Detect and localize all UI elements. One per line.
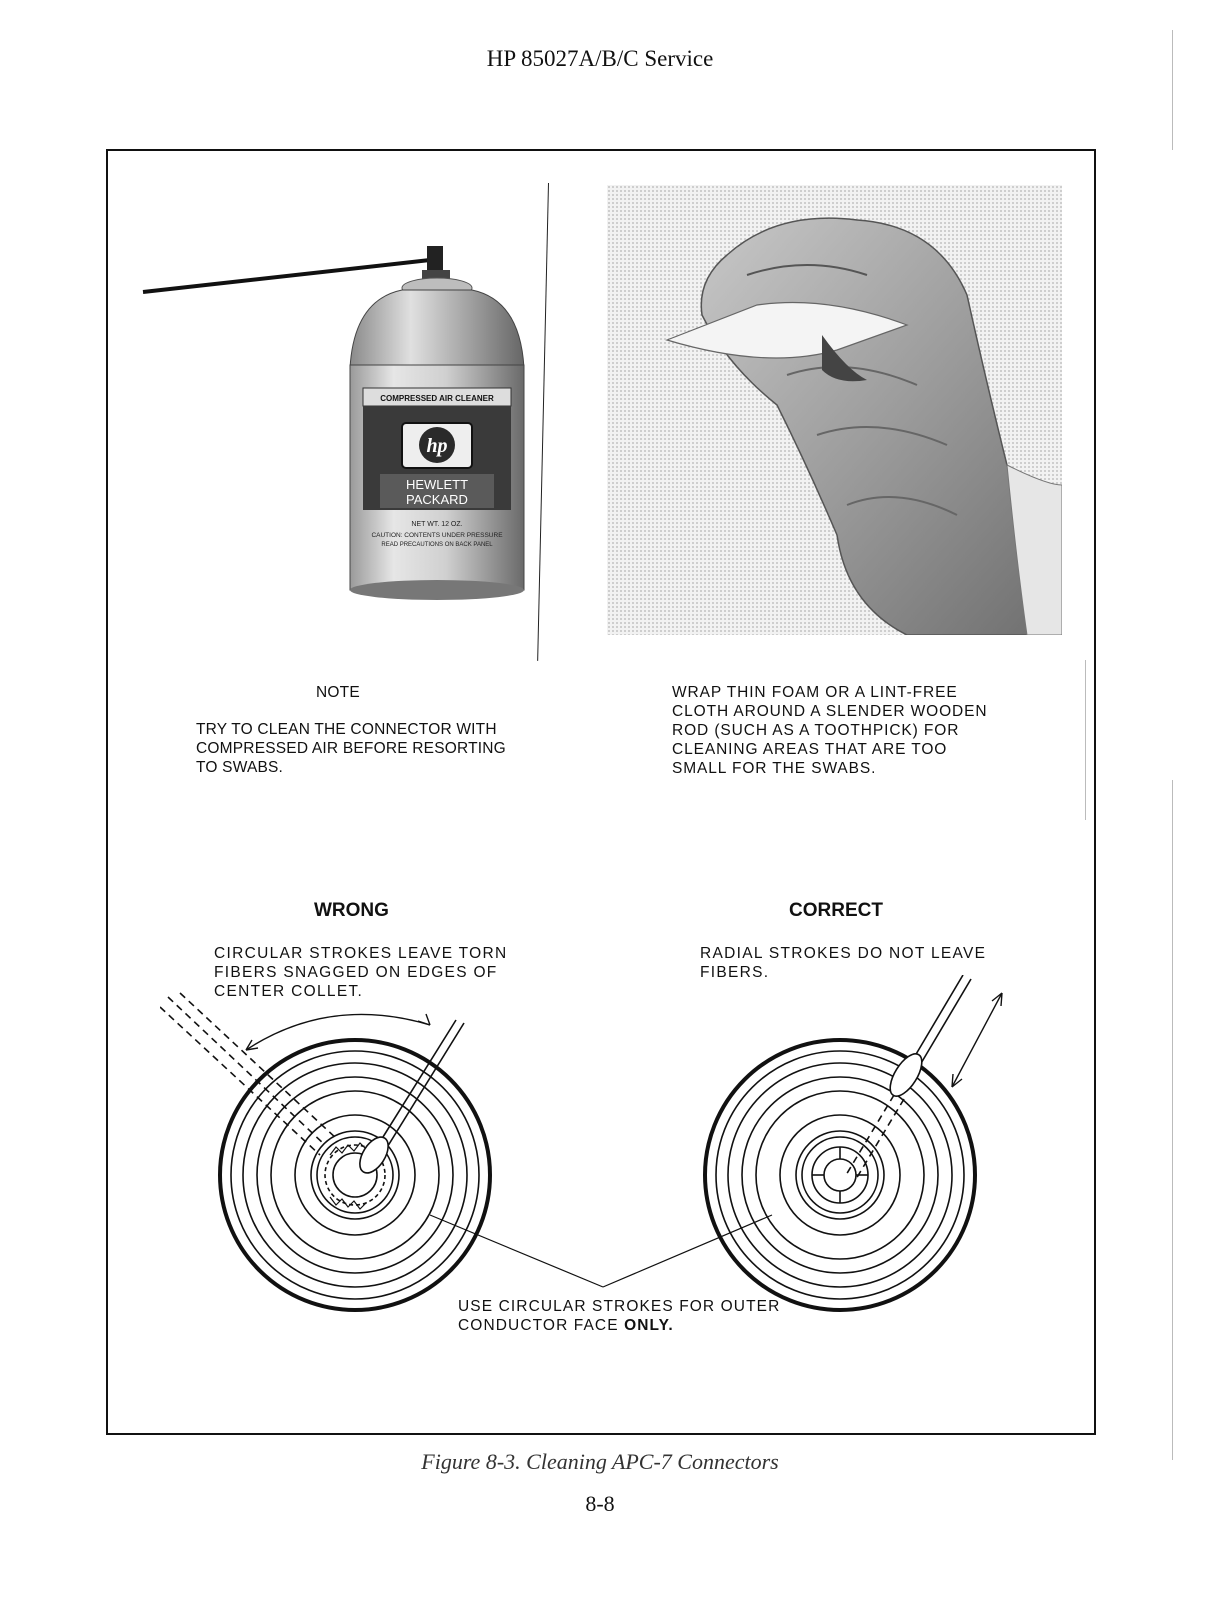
can-brand-line2: PACKARD — [406, 492, 468, 507]
can-label-top: COMPRESSED AIR CLEANER — [380, 394, 494, 403]
correct-line: RADIAL STROKES DO NOT LEAVE — [700, 945, 987, 962]
note-right — [672, 683, 987, 778]
page-number: 8-8 — [585, 1491, 615, 1516]
radial-arrow — [952, 993, 1002, 1087]
outer-conductor-note — [458, 1297, 780, 1335]
connector-cleaning-diagram — [160, 975, 1040, 1335]
note-line: CLOTH AROUND A SLENDER WOODEN — [672, 703, 988, 720]
outer-note-line2-text: CONDUCTOR FACE — [458, 1317, 625, 1334]
can-net-weight: NET WT. 12 OZ. — [411, 521, 463, 528]
note-left — [196, 683, 506, 777]
wrong-line: CIRCULAR STROKES LEAVE TORN — [214, 945, 508, 962]
wrong-line: CENTER COLLET. — [214, 983, 364, 1000]
note-line: CLEANING AREAS THAT ARE TOO — [672, 741, 948, 758]
note-line: WRAP THIN FOAM OR A LINT-FREE — [672, 684, 958, 701]
scan-artifact — [1172, 30, 1173, 150]
outer-note-line2 — [458, 1316, 780, 1335]
wrong-connector — [220, 1040, 490, 1310]
wrong-swab — [160, 993, 464, 1178]
scan-artifact — [1085, 660, 1086, 820]
correct-heading: CORRECT — [789, 900, 883, 921]
correct-swab — [846, 975, 1002, 1179]
wrong-heading: WRONG — [314, 900, 389, 921]
hand-wrapping-cloth-photo — [607, 185, 1062, 635]
outer-note-emphasis: ONLY. — [624, 1317, 674, 1334]
note-line: ROD (SUCH AS A TOOTHPICK) FOR — [672, 722, 960, 739]
compressed-air-can-photo — [140, 240, 550, 610]
nozzle-tube — [143, 260, 430, 292]
note-line: COMPRESSED AIR BEFORE RESORTING — [196, 740, 506, 757]
can-caution-line1: CAUTION: CONTENTS UNDER PRESSURE — [371, 532, 503, 539]
note-line: TRY TO CLEAN THE CONNECTOR WITH — [196, 721, 497, 738]
circular-arrow — [246, 1014, 430, 1050]
note-line: TO SWABS. — [196, 759, 284, 776]
wrong-line: FIBERS SNAGGED ON EDGES OF — [214, 964, 498, 981]
note-line: SMALL FOR THE SWABS. — [672, 760, 877, 777]
page-title: HP 85027A/B/C Service — [486, 46, 714, 71]
can-brand-line1: HEWLETT — [405, 477, 469, 492]
correct-line: FIBERS. — [700, 964, 770, 981]
can-caution-line2: READ PRECAUTIONS ON BACK PANEL — [381, 542, 493, 548]
scan-artifact — [1172, 780, 1173, 1460]
figure-caption: Figure 8-3. Cleaning APC-7 Connectors — [421, 1449, 779, 1474]
correct-connector — [705, 1040, 975, 1310]
hp-logo-icon: hp — [426, 435, 448, 457]
note-heading: NOTE — [316, 684, 360, 701]
outer-note-line1: USE CIRCULAR STROKES FOR OUTER — [458, 1298, 781, 1315]
